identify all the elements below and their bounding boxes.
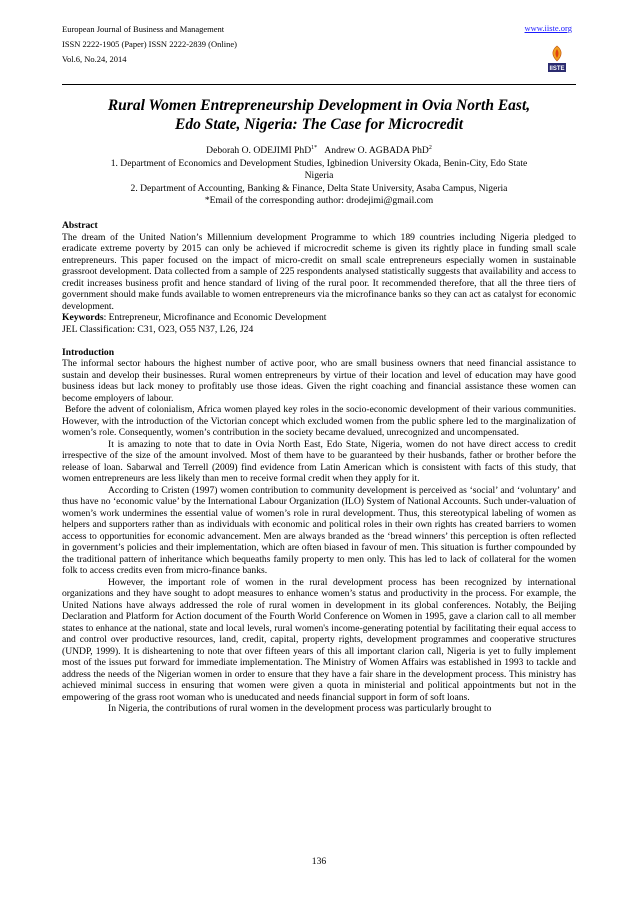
intro-paragraph-4: According to Cristen (1997) women contribution to community development is perceived as ‘social’ and ‘voluntary’ and thus have no ‘economic value’ by the International Labour Organization (ILO) System of National Accounts. Such under-valuation of women’s work undermines the essential value of women’s role in rural development. Thus, this stereotypical labeling of women as helpers and supporters rather than as individuals with economic and political roles in their own rights has created barriers to women access to opportunities for economic advancement. Men are always branded as the ‘bread winners’ this perception is often reflected in government’s policies and their implementation, which are often biased in favour of men. This situation is further compounded by the traditional pattern of inheritance which bequeaths family property to men only. This has led to lack of collateral for the women folk to access credits even from micro-finance banks.	[62, 484, 576, 576]
keywords-line	[62, 312, 576, 324]
intro-paragraph-5: However, the important role of women in the rural development process has been recognized by international organizations and they have sought to adopt measures to enhance women’s status and productivity in the process. For example, the United Nations have always addressed the role of rural women in development in its global conferences. Notably, the Beijing Declaration and Platform for Action document of the Fourth World Conference on Women in 1995, gave a clarion call to all member states to enhance at the national, state and local levels, rural women's income-generating potential by facilitating their equal access to and control over productive resources, land, credit, capital, property rights, development programmes and cooperative structures (UNDP, 1999). It is disheartening to note that over fifteen years of this all important clarion call, Nigeria is yet to fully implement most of the issues put forward for immediate implementation. The Ministry of Women Affairs was established in 1993 to tackle and address the needs of the Nigerian women in order to ensure that they have a fair share in the development process. This ministry has achieved minimal success in ensuring that women were given a quota in ministerial and political appointments but not in the empowering of the grass root woman who is uneducated and needs financial support in form of soft loans.	[62, 576, 576, 703]
keywords-text: : Entrepreneur, Microfinance and Economic Development	[103, 312, 327, 323]
header-rule	[62, 84, 576, 85]
intro-paragraph-6: In Nigeria, the contributions of rural women in the development process was particularly brought to	[108, 703, 492, 714]
intro-paragraph-3: It is amazing to note that to date in Ovia North East, Edo State, Nigeria, women do not have direct access to credit irrespective of the size of the amount involved. Most of them have to be guaranteed by their husbands, father or brother before the release of loan. Sabarwal and Terrell (2009) find evidence from Latin American which is consistent with facts of this study, that women entrepreneurs are less likely than men to receive formal credit when they apply for it.	[62, 438, 576, 484]
author-line	[62, 145, 576, 157]
keywords-label: Keywords	[62, 312, 104, 323]
abstract-heading: Abstract	[62, 220, 98, 231]
author-2: Andrew O. AGBADA PhD	[324, 145, 429, 156]
affiliation-2: 2. Department of Accounting, Banking & Finance, Delta State University, Asaba Campus, Nigeria	[130, 183, 508, 194]
title-line-2: Edo State, Nigeria: The Case for Microcredit	[174, 116, 464, 133]
abstract-text: The dream of the United Nation’s Millennium development Programme to which 189 countries including Nigeria pledged to eradicate extreme poverty by 2015 can only be achieved if microcredit scheme is given its rightly place in funding small scale entrepreneurs. This paper focused on the impact of micro-credit on small scale entrepreneurs especially women in sustainable grassroot development. Data collected from a sample of 225 respondents analysed statistically suggests that availability and access to credit increases business profit and hence standard of living of the rural poor. It recommended therefore, that all the three tiers of government should make funds available to women entrepreneurs via the microfinance banks so they can act as catalyst for economic development.	[62, 231, 576, 312]
author-2-marker: 2	[428, 144, 432, 151]
issn-line: ISSN 2222-1905 (Paper) ISSN 2222-2839 (Online)	[62, 39, 237, 49]
journal-name: European Journal of Business and Management	[62, 24, 225, 34]
intro-paragraph-2: Before the advent of colonialism, Africa women played key roles in the socio-economic development of their various communities. However, with the introduction of the Victorian concept which excluded women from the public sphere led to the marginalization of women’s role. Consequently, women’s contribution in the society became devalued, unrecognized and uncompensated.	[62, 404, 576, 438]
introduction-heading: Introduction	[62, 346, 115, 358]
author-1-marker: 1*	[311, 144, 318, 151]
title-line-1: Rural Women Entrepreneurship Development in Ovia North East,	[107, 97, 531, 114]
affiliation-1: 1. Department of Economics and Development Studies, Igbinedion University Okada, Benin-City, Edo State	[110, 158, 528, 169]
journal-url-link[interactable]: www.iiste.org	[524, 23, 572, 33]
author-1: Deborah O. ODEJIMI PhD	[206, 145, 312, 156]
paper-body	[62, 220, 576, 715]
volume-line: Vol.6, No.24, 2014	[62, 54, 127, 64]
corresponding-email: *Email of the corresponding author: drodejimi@gmail.com	[204, 195, 434, 206]
jel-classification: JEL Classification: C31, O23, O55 N37, L26, J24	[62, 323, 254, 335]
svg-text:IISTE: IISTE	[549, 66, 565, 72]
paper-title	[62, 96, 576, 134]
page-number: 136	[311, 856, 327, 867]
intro-paragraph-1: The informal sector habours the highest number of active poor, who are small business owners that need financial assistance to sustain and develop their businesses. Rural women entrepreneurs by virtue of their location and level of education may have good business ideas but lack money to profitably use those ideas. Given the right coaching and financial assistance these women can become employers of labour.	[62, 358, 576, 404]
affiliation-1-cont: Nigeria	[304, 170, 334, 181]
iiste-logo-icon	[547, 45, 567, 73]
